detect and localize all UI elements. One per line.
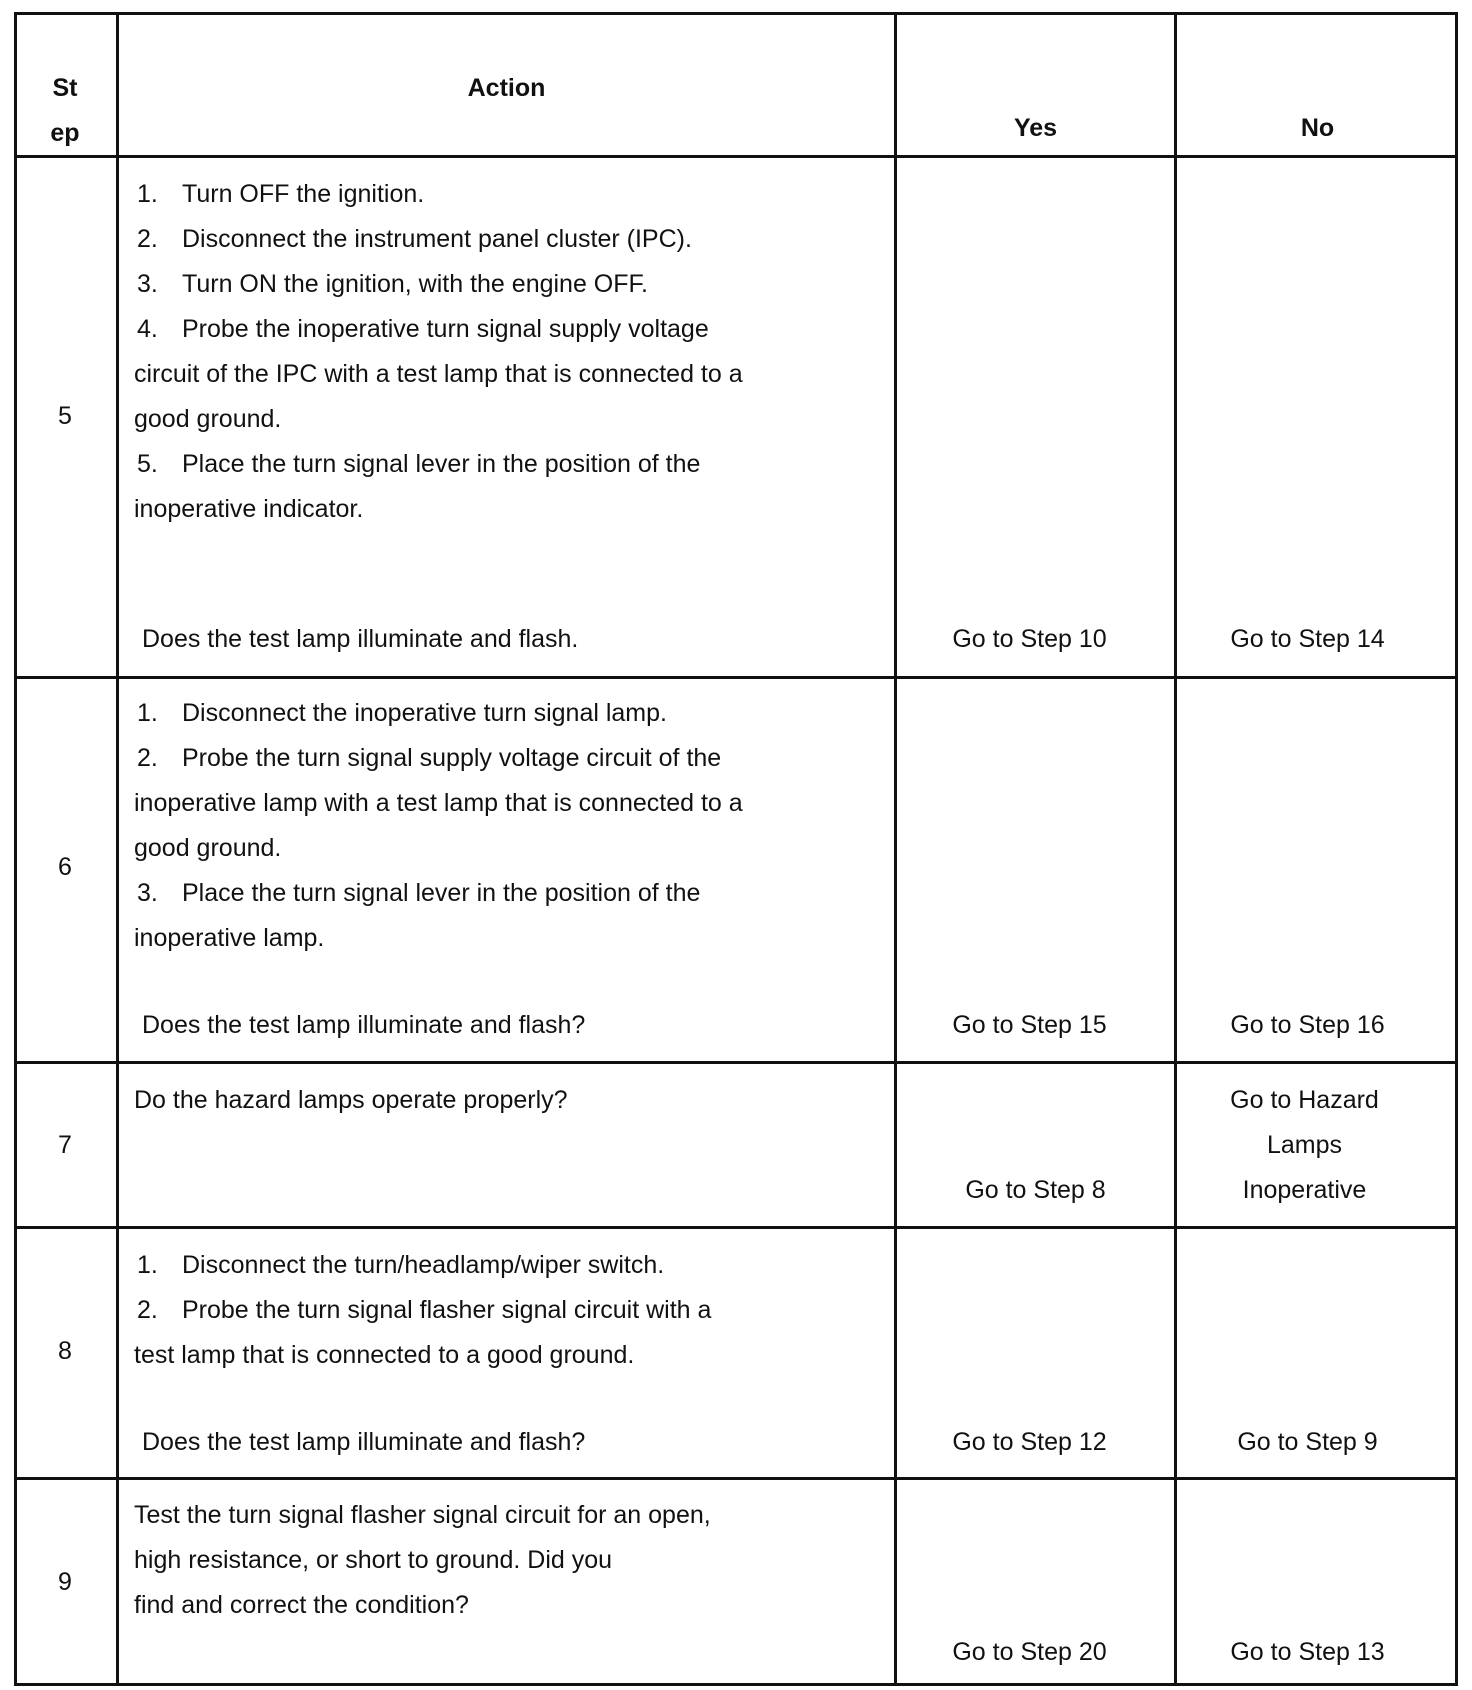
row-divider	[14, 1061, 1458, 1064]
action-line: inoperative indicator.	[134, 495, 364, 523]
header-yes: Yes	[1013, 114, 1058, 142]
step-number: 5	[58, 402, 72, 430]
row-divider	[14, 1477, 1458, 1480]
action-line: 3. Turn ON the ignition, with the engine OFF.	[137, 270, 648, 298]
action-line: test lamp that is connected to a good ground.	[134, 1341, 635, 1369]
action-question: Does the test lamp illuminate and flash.	[142, 625, 579, 653]
action-steps	[134, 172, 884, 532]
action-line: 5. Place the turn signal lever in the position of the	[137, 450, 701, 478]
no-result	[1177, 1078, 1432, 1213]
action-question	[134, 1493, 884, 1628]
row-divider	[14, 1226, 1458, 1229]
no-result: Go to Step 14	[1230, 625, 1385, 653]
yes-result: Go to Step 20	[952, 1638, 1107, 1666]
action-line: 3. Place the turn signal lever in the position of the	[137, 879, 701, 907]
header-step	[14, 66, 116, 156]
action-line: 2. Probe the turn signal flasher signal circuit with a	[137, 1296, 712, 1324]
action-line: good ground.	[134, 405, 282, 433]
step-number: 7	[58, 1131, 72, 1159]
action-line: 1. Turn OFF the ignition.	[137, 180, 425, 208]
action-line: circuit of the IPC with a test lamp that is connected to a	[134, 360, 743, 388]
action-question: Do the hazard lamps operate properly?	[134, 1086, 568, 1114]
header-no: No	[1300, 114, 1335, 142]
action-question: Does the test lamp illuminate and flash?	[142, 1011, 586, 1039]
step-number: 8	[58, 1337, 72, 1365]
action-question: Does the test lamp illuminate and flash?	[142, 1428, 586, 1456]
action-line: inoperative lamp.	[134, 924, 325, 952]
no-result-line: Go to Hazard	[1230, 1086, 1379, 1114]
yes-result: Go to Step 12	[952, 1428, 1107, 1456]
action-steps	[134, 691, 884, 961]
action-line: 1. Disconnect the inoperative turn signal lamp.	[137, 699, 667, 727]
action-steps	[134, 1243, 884, 1378]
action-line: good ground.	[134, 834, 282, 862]
no-result-line: Inoperative	[1242, 1176, 1367, 1204]
action-line: 2. Probe the turn signal supply voltage circuit of the	[137, 744, 722, 772]
action-line: Test the turn signal flasher signal circuit for an open,	[134, 1501, 711, 1529]
no-result: Go to Step 9	[1237, 1428, 1378, 1456]
action-line: inoperative lamp with a test lamp that is connected to a	[134, 789, 743, 817]
header-step-line1: St	[52, 74, 78, 102]
yes-result: Go to Step 10	[952, 625, 1107, 653]
yes-result: Go to Step 8	[965, 1176, 1106, 1204]
step-number: 9	[58, 1568, 72, 1596]
no-result-line: Lamps	[1266, 1131, 1343, 1159]
action-line: find and correct the condition?	[134, 1591, 469, 1619]
action-line: high resistance, or short to ground. Did you	[134, 1546, 613, 1574]
no-result: Go to Step 16	[1230, 1011, 1385, 1039]
row-divider	[14, 155, 1458, 158]
no-result: Go to Step 13	[1230, 1638, 1385, 1666]
column-divider	[116, 12, 119, 1686]
step-number: 6	[58, 853, 72, 881]
action-line: 2. Disconnect the instrument panel cluster (IPC).	[137, 225, 692, 253]
row-divider	[14, 676, 1458, 679]
header-action: Action	[467, 74, 546, 102]
yes-result: Go to Step 15	[952, 1011, 1107, 1039]
action-line: 4. Probe the inoperative turn signal supply voltage	[137, 315, 709, 343]
header-step-line2: ep	[50, 119, 80, 147]
action-line: 1. Disconnect the turn/headlamp/wiper switch.	[137, 1251, 665, 1279]
